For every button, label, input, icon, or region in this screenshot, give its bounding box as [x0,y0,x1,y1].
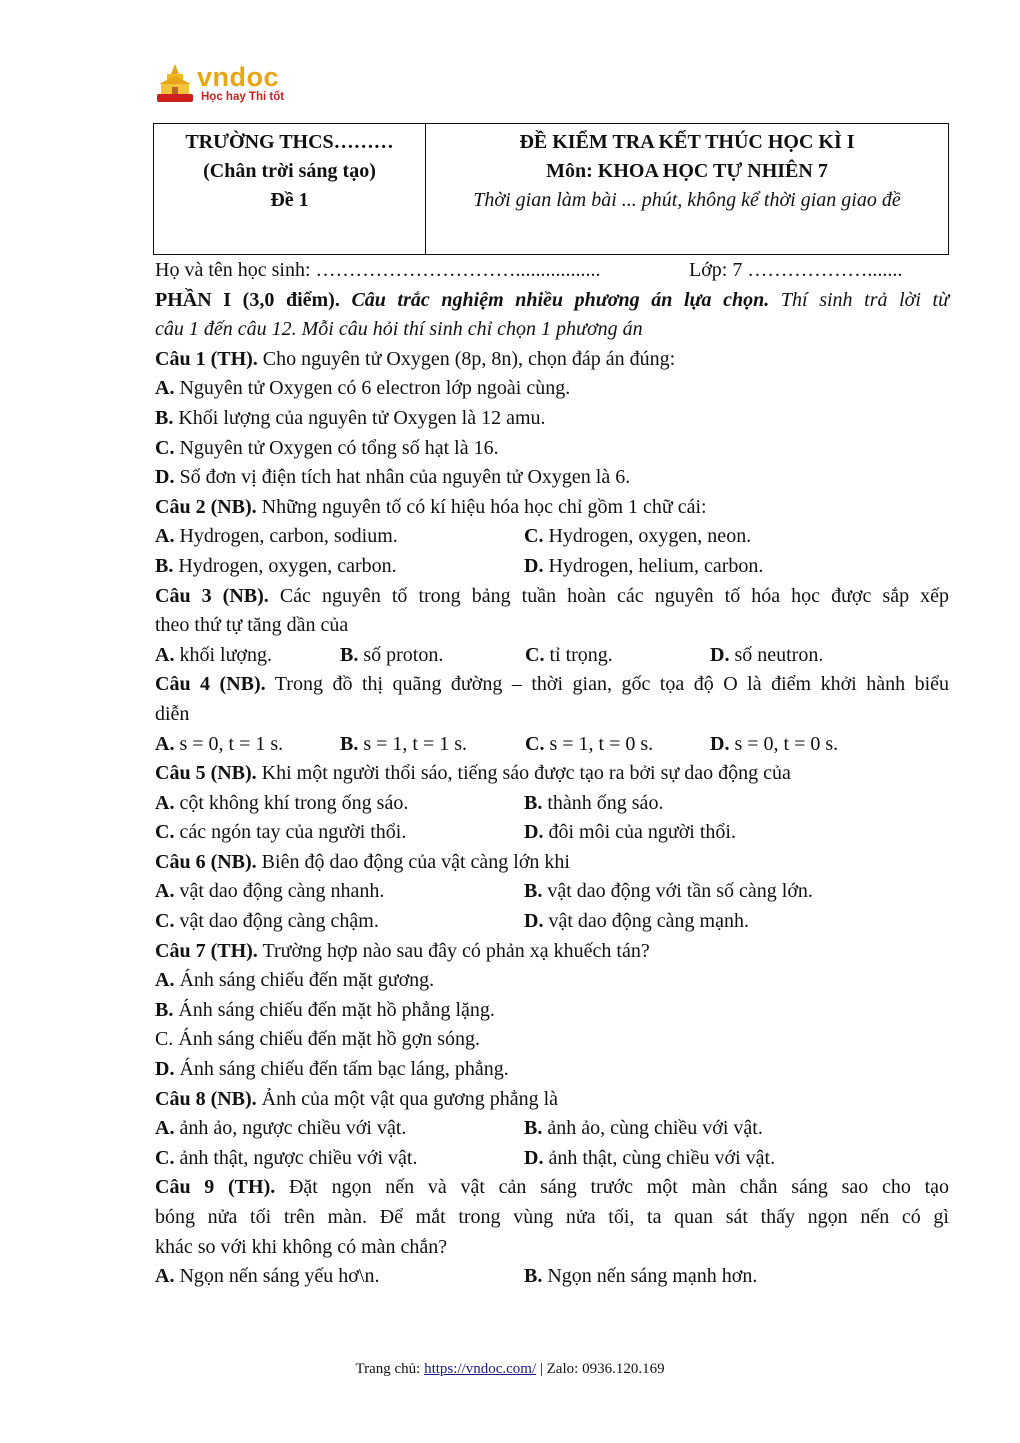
question-8-options-row-2 [155,1144,949,1174]
question-5-option-a: A. cột không khí trong ống sáo. [155,791,409,814]
question-4-label: Câu 4 (NB). [155,673,266,696]
question-7-option-b: B. Ánh sáng chiếu đến mặt hồ phẳng lặng. [155,998,495,1021]
question-2-option-a: A. Hydrogen, carbon, sodium. [155,525,398,548]
question-1 [155,345,949,375]
question-8-options-row-1 [155,1114,949,1144]
option-text: Nguyên tử Oxygen có tổng số hạt là 16. [179,436,499,459]
question-7-text: Trường hợp nào sau đây có phản xạ khuếch tán? [262,939,650,962]
exam-info-cell [426,124,948,254]
question-3-text-1: Các nguyên tố trong bảng tuần hoàn các nguyên tố hóa học được sắp xếp [279,584,949,607]
option-text: Nguyên tử Oxygen có 6 electron lớp ngoài cùng. [179,377,571,400]
question-9-option-b: B. Ngọn nến sáng mạnh hơn. [524,1265,758,1288]
student-name-label: Họ và tên học sinh: …………………………................. [155,259,601,281]
question-5-option-d: D. đôi môi của người thổi. [524,821,736,844]
exam-content [155,256,949,1292]
exam-header-table [153,123,949,255]
question-9-text-2: bóng nửa tối trên màn. Để mắt trong vùng nửa tối, ta quan sát thấy ngọn nến có gì [155,1206,949,1228]
question-4-option-d: D. s = 0, t = 0 s. [710,732,839,755]
question-6-option-c: C. vật dao động càng chậm. [155,910,379,933]
question-5-options-row-1 [155,789,949,819]
school-name: TRƯỜNG THCS……… [185,131,394,153]
option-text: Số đơn vị điện tích hat nhân của nguyên tử Oxygen là 6. [179,466,631,489]
vndoc-logo [153,62,303,108]
question-5-label: Câu 5 (NB). [155,762,257,785]
question-8-option-b: B. ảnh ảo, cùng chiều với vật. [524,1117,763,1140]
question-2-option-d: D. Hydrogen, helium, carbon. [524,554,764,577]
question-6 [155,848,949,878]
question-9-label: Câu 9 (TH). [155,1176,276,1199]
option-text: Khối lượng của nguyên tử Oxygen là 12 amu. [178,406,546,429]
question-6-options-row-2 [155,907,949,937]
question-5-option-b: B. thành ống sáo. [524,791,664,814]
student-class-label: Lớp: 7 ………………....... [689,259,903,281]
question-2-options-row-1 [155,522,949,552]
question-1-label: Câu 1 (TH). [155,347,258,370]
question-6-option-a: A. vật dao động càng nhanh. [155,880,385,903]
question-7-option-a: A. Ánh sáng chiếu đến mặt gương. [155,969,435,992]
question-2-options-row-2 [155,552,949,582]
footer-home-link[interactable]: https://vndoc.com/ [424,1361,537,1377]
question-2 [155,493,949,523]
question-5 [155,759,949,789]
option-letter: A. [155,377,175,400]
footer-home-label: Trang chủ: [355,1361,421,1377]
question-4-option-b: B. s = 1, t = 1 s. [340,732,468,755]
exam-time-note: Thời gian làm bài ... phút, không kể thời gian giao đề [473,189,901,211]
question-4-text-1: Trong đồ thị quãng đường – thời gian, gốc tọa độ O là điểm khởi hành biểu [274,673,950,696]
student-info-line [155,256,949,286]
question-4-option-c: C. s = 1, t = 0 s. [525,732,654,755]
question-8-option-a: A. ảnh ảo, ngược chiều với vật. [155,1117,407,1140]
question-4-option-a: A. s = 0, t = 1 s. [155,732,284,755]
question-4 [155,670,949,700]
exam-code: Đề 1 [270,189,309,211]
question-5-option-c: C. các ngón tay của người thổi. [155,821,407,844]
logo-tagline: Học hay Thi tốt [201,91,285,103]
question-5-text: Khi một người thổi sáo, tiếng sáo được tạo ra bởi sự dao động của [261,762,791,785]
question-6-option-d: D. vật dao động càng mạnh. [524,910,749,933]
question-9-option-a: A. Ngọn nến sáng yếu hơ\n. [155,1265,380,1288]
question-7-option-d: D. Ánh sáng chiếu đến tấm bạc láng, phẳng. [155,1058,509,1081]
question-8-label: Câu 8 (NB). [155,1087,257,1110]
question-3-label: Câu 3 (NB). [155,584,269,607]
book-series: (Chân trời sáng tạo) [203,160,376,182]
exam-subject: Môn: KHOA HỌC TỰ NHIÊN 7 [546,160,828,182]
question-6-option-b: B. vật dao động với tần số càng lớn. [524,880,813,903]
question-1-text: Cho nguyên tử Oxygen (8p, 8n), chọn đáp án đúng: [262,347,676,370]
question-3 [155,582,949,612]
option-letter: C. [155,436,175,459]
question-3-text-2: theo thứ tự tăng dần của [155,614,349,637]
section-title-line [155,286,949,316]
section-title: PHẦN I (3,0 điểm). [155,288,340,311]
question-4-options [155,730,949,760]
section-instruction-2: câu 1 đến câu 12. Mỗi câu hỏi thí sinh chỉ chọn 1 phương án [155,318,643,341]
question-8-option-d: D. ảnh thật, cùng chiều với vật. [524,1146,776,1169]
footer-phone: 0936.120.169 [582,1361,665,1377]
question-8-text: Ảnh của một vật qua gương phẳng là [261,1087,559,1110]
question-7-option-c: C. Ánh sáng chiếu đến mặt hồ gợn sóng. [155,1028,480,1051]
question-2-option-b: B. Hydrogen, oxygen, carbon. [155,554,397,577]
question-1-option-d [155,463,949,493]
question-8 [155,1085,949,1115]
footer-zalo-label: | Zalo: [539,1361,579,1377]
question-6-text: Biên độ dao động của vật càng lớn khi [261,850,570,873]
exam-title: ĐỀ KIỂM TRA KẾT THÚC HỌC KÌ I [519,131,855,153]
option-letter: D. [155,466,175,489]
question-9 [155,1173,949,1203]
question-1-option-c [155,434,949,464]
question-2-label: Câu 2 (NB). [155,495,257,518]
question-5-options-row-2 [155,818,949,848]
section-subtitle: Câu trắc nghiệm nhiều phương án lựa chọn. [351,288,770,311]
question-7 [155,937,949,967]
school-cell [154,124,426,254]
question-1-option-a [155,374,949,404]
question-2-option-c: C. Hydrogen, oxygen, neon. [524,525,752,548]
option-letter: B. [155,406,174,429]
question-9-options-row-1 [155,1262,949,1292]
page-footer [0,1361,1020,1378]
question-3-option-b: B. số proton. [340,643,444,666]
question-8-option-c: C. ảnh thật, ngược chiều với vật. [155,1146,418,1169]
temple-icon [153,62,197,106]
logo-wordmark: vndoc [197,62,280,92]
question-3-option-a: A. khối lượng. [155,643,272,666]
question-2-text: Những nguyên tố có kí hiệu hóa học chỉ gồm 1 chữ cái: [261,495,707,518]
question-7-label: Câu 7 (TH). [155,939,258,962]
question-9-text-3: khác so với khi không có màn chắn? [155,1235,448,1258]
question-3-option-c: C. tỉ trọng. [525,643,613,666]
question-1-option-b [155,404,949,434]
question-9-text-1: Đặt ngọn nến và vật cản sáng trước một màn chắn sáng sao cho tạo [288,1176,950,1199]
question-4-text-2: diễn [155,702,190,725]
question-3-options [155,641,949,671]
question-6-options-row-1 [155,877,949,907]
question-6-label: Câu 6 (NB). [155,850,257,873]
section-instruction-1: Thí sinh trả lời từ [780,288,949,311]
question-3-option-d: D. số neutron. [710,643,824,666]
